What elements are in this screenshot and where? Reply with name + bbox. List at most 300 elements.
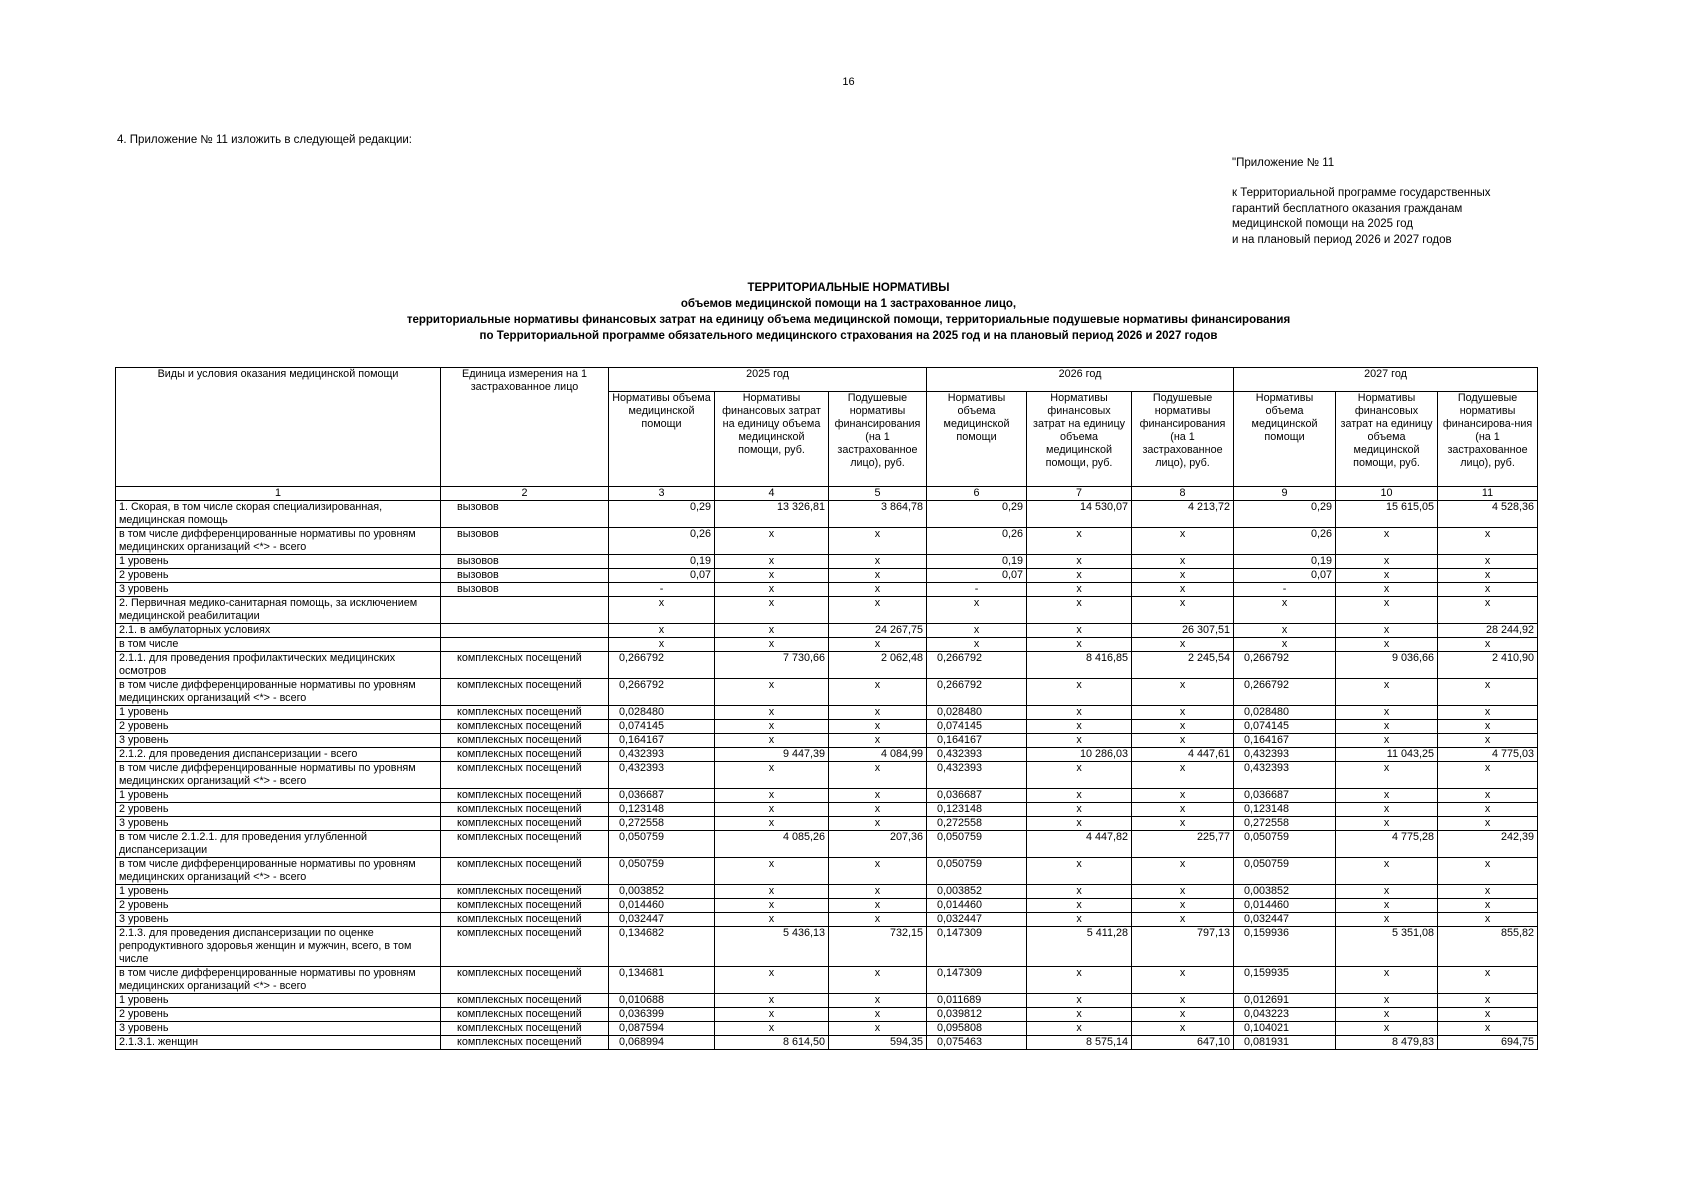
row-unit: комплексных посещений (441, 706, 609, 720)
table-cell: 0,266792 (609, 679, 715, 706)
table-cell: х (1132, 720, 1234, 734)
table-cell: 0,010688 (609, 994, 715, 1008)
table-cell: х (1438, 885, 1538, 899)
table-cell: 0,432393 (1234, 748, 1336, 762)
table-cell: х (1027, 1022, 1132, 1036)
row-unit: комплексных посещений (441, 885, 609, 899)
annex-line: гарантий бесплатного оказания гражданам (1232, 202, 1463, 215)
table-cell: х (1027, 569, 1132, 583)
table-cell: х (829, 913, 927, 927)
table-cell: х (715, 994, 829, 1008)
table-cell: 5 436,13 (715, 927, 829, 967)
row-label: в том числе (116, 638, 441, 652)
row-unit: вызовов (441, 569, 609, 583)
title-line: по Территориальной программе обязательного медицинского страхования на 2025 год и на плановый период 2026 и 2027 годов (479, 330, 1218, 342)
table-cell: х (715, 569, 829, 583)
table-cell: х (1027, 762, 1132, 789)
table-cell: 0,095808 (927, 1022, 1027, 1036)
annex-title: "Приложение № 11 (1232, 157, 1335, 169)
row-label: 2.1. в амбулаторных условиях (116, 624, 441, 638)
table-cell: х (1438, 899, 1538, 913)
table-cell: х (1336, 1022, 1438, 1036)
row-unit: комплексных посещений (441, 899, 609, 913)
table-cell: х (829, 762, 927, 789)
table-cell: 0,266792 (927, 679, 1027, 706)
table-cell: х (609, 638, 715, 652)
table-cell: 207,36 (829, 831, 927, 858)
table-cell: х (829, 1008, 927, 1022)
table-cell: х (1438, 569, 1538, 583)
table-cell: х (1438, 817, 1538, 831)
row-unit: комплексных посещений (441, 679, 609, 706)
table-cell: 13 326,81 (715, 501, 829, 528)
row-label: 2. Первичная медико-санитарная помощь, за исключением медицинской реабилитации (116, 597, 441, 624)
table-cell: х (1438, 528, 1538, 555)
table-cell: х (715, 885, 829, 899)
table-cell: х (1336, 1008, 1438, 1022)
table-cell: х (1132, 528, 1234, 555)
table-cell: 0,123148 (609, 803, 715, 817)
table-cell: 225,77 (1132, 831, 1234, 858)
table-cell: х (1132, 885, 1234, 899)
column-index: 10 (1336, 487, 1438, 501)
table-cell: х (715, 706, 829, 720)
header-unit: Единица измерения на 1 застрахованное лицо (441, 368, 609, 487)
table-cell: 0,123148 (927, 803, 1027, 817)
table-cell: х (715, 899, 829, 913)
table-cell: 0,014460 (1234, 899, 1336, 913)
table-cell: х (715, 734, 829, 748)
table-cell: х (1132, 913, 1234, 927)
table-cell: 0,036687 (1234, 789, 1336, 803)
table-cell: х (1027, 967, 1132, 994)
table-cell: 4 213,72 (1132, 501, 1234, 528)
table-cell: х (1438, 913, 1538, 927)
table-cell: х (1336, 569, 1438, 583)
table-cell: х (829, 734, 927, 748)
table-cell: 0,432393 (927, 748, 1027, 762)
table-cell: 0,032447 (609, 913, 715, 927)
column-index: 3 (609, 487, 715, 501)
row-label: в том числе дифференцированные нормативы по уровням медицинских организаций <*> - всего (116, 528, 441, 555)
table-cell: 0,087594 (609, 1022, 715, 1036)
row-unit: комплексных посещений (441, 762, 609, 789)
table-row (116, 706, 1538, 720)
column-index: 5 (829, 487, 927, 501)
table-cell: 0,164167 (609, 734, 715, 748)
row-label: 2.1.1. для проведения профилактических медицинских осмотров (116, 652, 441, 679)
header-kinds: Виды и условия оказания медицинской помощи (116, 368, 441, 487)
table-cell: х (1132, 762, 1234, 789)
table-cell: х (1027, 679, 1132, 706)
row-unit: вызовов (441, 528, 609, 555)
table-cell: 0,003852 (1234, 885, 1336, 899)
table-cell: х (1132, 638, 1234, 652)
table-cell: 0,432393 (609, 762, 715, 789)
row-unit: комплексных посещений (441, 720, 609, 734)
table-cell: 0,075463 (927, 1036, 1027, 1050)
table-row (116, 638, 1538, 652)
table-row (116, 1022, 1538, 1036)
table-cell: х (1336, 528, 1438, 555)
table-cell: 0,19 (609, 555, 715, 569)
table-cell: 0,432393 (927, 762, 1027, 789)
table-cell: 0,003852 (609, 885, 715, 899)
header-year-2026: 2026 год (927, 368, 1234, 392)
table-cell: х (1132, 994, 1234, 1008)
row-label: в том числе дифференцированные нормативы по уровням медицинских организаций <*> - всего (116, 967, 441, 994)
table-cell: х (829, 706, 927, 720)
table-cell: 0,036687 (609, 789, 715, 803)
table-cell: х (1132, 899, 1234, 913)
table-cell: 4 528,36 (1438, 501, 1538, 528)
row-unit: комплексных посещений (441, 994, 609, 1008)
table-cell: 0,014460 (927, 899, 1027, 913)
row-unit: комплексных посещений (441, 652, 609, 679)
table-cell: х (1132, 679, 1234, 706)
table-cell: х (829, 583, 927, 597)
table-cell: 0,164167 (1234, 734, 1336, 748)
table-cell: 8 479,83 (1336, 1036, 1438, 1050)
header-cost: Нормативы финансовых затрат на единицу объема медицинской помощи, руб. (1027, 392, 1132, 487)
column-index-row (116, 487, 1538, 501)
table-cell: - (927, 583, 1027, 597)
table-cell: 0,19 (927, 555, 1027, 569)
table-cell: 0,050759 (927, 858, 1027, 885)
intro-text: 4. Приложение № 11 изложить в следующей редакции: (117, 134, 412, 146)
row-unit: комплексных посещений (441, 831, 609, 858)
table-cell: х (829, 885, 927, 899)
table-cell: х (1027, 994, 1132, 1008)
table-cell: х (1336, 789, 1438, 803)
table-cell: х (1438, 638, 1538, 652)
table-cell: х (1438, 734, 1538, 748)
table-cell: х (715, 597, 829, 624)
annex-line: медицинской помощи на 2025 год (1232, 218, 1413, 230)
table-cell: х (1438, 720, 1538, 734)
table-cell: 694,75 (1438, 1036, 1538, 1050)
table-cell: х (1336, 720, 1438, 734)
table-cell: 8 416,85 (1027, 652, 1132, 679)
table-cell: - (609, 583, 715, 597)
table-cell: 0,011689 (927, 994, 1027, 1008)
table-cell: 0,036399 (609, 1008, 715, 1022)
table-cell: х (1438, 762, 1538, 789)
table-cell: х (829, 720, 927, 734)
table-cell: 0,074145 (1234, 720, 1336, 734)
table-row (116, 762, 1538, 789)
table-cell: х (1132, 583, 1234, 597)
table-cell: х (1132, 803, 1234, 817)
table-cell: 0,29 (927, 501, 1027, 528)
table-cell: х (829, 597, 927, 624)
column-index: 9 (1234, 487, 1336, 501)
table-cell: 0,074145 (609, 720, 715, 734)
table-row (116, 899, 1538, 913)
table-cell: 8 614,50 (715, 1036, 829, 1050)
table-cell: 0,266792 (1234, 652, 1336, 679)
table-cell: 0,050759 (927, 831, 1027, 858)
row-label: 3 уровень (116, 583, 441, 597)
table-cell: 0,147309 (927, 967, 1027, 994)
table-cell: х (609, 597, 715, 624)
table-cell: 0,07 (1234, 569, 1336, 583)
table-cell: 647,10 (1132, 1036, 1234, 1050)
table-cell: 0,266792 (1234, 679, 1336, 706)
row-label: 2 уровень (116, 720, 441, 734)
table-cell: х (829, 803, 927, 817)
row-unit: комплексных посещений (441, 1008, 609, 1022)
norms-table-body (116, 487, 1538, 1050)
table-cell: х (1234, 597, 1336, 624)
table-cell: 9 447,39 (715, 748, 829, 762)
row-label: 3 уровень (116, 817, 441, 831)
page-number: 16 (842, 76, 855, 88)
column-index: 4 (715, 487, 829, 501)
table-cell: х (715, 913, 829, 927)
table-cell: 26 307,51 (1132, 624, 1234, 638)
row-label: 3 уровень (116, 734, 441, 748)
table-cell: х (1027, 803, 1132, 817)
table-cell: х (1438, 555, 1538, 569)
table-cell: 0,432393 (1234, 762, 1336, 789)
table-cell: 2 410,90 (1438, 652, 1538, 679)
title-line: объемов медицинской помощи на 1 застрахованное лицо, (680, 298, 1017, 310)
table-cell: 0,272558 (1234, 817, 1336, 831)
row-label: 1 уровень (116, 789, 441, 803)
table-cell: х (1336, 555, 1438, 569)
table-cell: 0,19 (1234, 555, 1336, 569)
column-index: 1 (116, 487, 441, 501)
row-label: 1 уровень (116, 706, 441, 720)
table-cell: х (1027, 706, 1132, 720)
row-label: 1 уровень (116, 555, 441, 569)
row-unit (441, 624, 609, 638)
table-row (116, 831, 1538, 858)
table-cell: х (1438, 994, 1538, 1008)
table-cell: 0,104021 (1234, 1022, 1336, 1036)
row-label: 2 уровень (116, 803, 441, 817)
table-cell: х (927, 638, 1027, 652)
table-cell: 3 864,78 (829, 501, 927, 528)
table-cell: 15 615,05 (1336, 501, 1438, 528)
header-per-capita: Подушевые нормативы финансирова-ния (на 1 застрахованное лицо), руб. (1438, 392, 1538, 487)
table-row (116, 858, 1538, 885)
table-row (116, 624, 1538, 638)
table-cell: х (1438, 706, 1538, 720)
table-cell: 0,272558 (609, 817, 715, 831)
table-cell: 0,050759 (1234, 858, 1336, 885)
row-unit: вызовов (441, 501, 609, 528)
table-cell: 0,159935 (1234, 967, 1336, 994)
header-year-2027: 2027 год (1234, 368, 1538, 392)
table-row (116, 1036, 1538, 1050)
table-cell: 10 286,03 (1027, 748, 1132, 762)
table-cell: х (1336, 803, 1438, 817)
table-row (116, 597, 1538, 624)
table-cell: х (1336, 706, 1438, 720)
table-cell: х (829, 899, 927, 913)
table-cell: х (1027, 1008, 1132, 1022)
table-cell: х (1027, 597, 1132, 624)
table-cell: х (1336, 994, 1438, 1008)
table-cell: х (829, 817, 927, 831)
annex-line: к Территориальной программе государственных (1232, 187, 1491, 199)
table-cell: х (1027, 789, 1132, 803)
table-cell: х (1027, 624, 1132, 638)
table-cell: 28 244,92 (1438, 624, 1538, 638)
header-cost: Нормативы финансовых затрат на единицу объема медицинской помощи, руб. (1336, 392, 1438, 487)
table-cell: 0,26 (1234, 528, 1336, 555)
table-cell: 4 775,28 (1336, 831, 1438, 858)
table-cell: 0,164167 (927, 734, 1027, 748)
table-cell: 0,014460 (609, 899, 715, 913)
table-cell: 0,032447 (1234, 913, 1336, 927)
table-cell: 4 084,99 (829, 748, 927, 762)
header-volume: Нормативы объема медицинской помощи (609, 392, 715, 487)
row-unit: комплексных посещений (441, 913, 609, 927)
row-unit: комплексных посещений (441, 967, 609, 994)
table-cell: х (829, 638, 927, 652)
table-row (116, 885, 1538, 899)
table-row (116, 817, 1538, 831)
table-cell: х (829, 555, 927, 569)
row-unit (441, 638, 609, 652)
table-row (116, 528, 1538, 555)
table-cell: 0,134682 (609, 927, 715, 967)
table-row (116, 652, 1538, 679)
table-cell: х (829, 569, 927, 583)
table-cell: 5 351,08 (1336, 927, 1438, 967)
table-cell: 0,068994 (609, 1036, 715, 1050)
table-cell: 855,82 (1438, 927, 1538, 967)
row-label: 2 уровень (116, 569, 441, 583)
table-cell: 732,15 (829, 927, 927, 967)
table-cell: х (1336, 583, 1438, 597)
table-cell: х (1132, 967, 1234, 994)
column-index: 2 (441, 487, 609, 501)
table-cell: х (715, 555, 829, 569)
table-cell: х (829, 789, 927, 803)
table-row (116, 913, 1538, 927)
table-cell: х (1132, 734, 1234, 748)
table-cell: х (1132, 858, 1234, 885)
table-cell: х (1132, 597, 1234, 624)
table-cell: 0,123148 (1234, 803, 1336, 817)
table-cell: х (1336, 734, 1438, 748)
table-row (116, 967, 1538, 994)
table-row (116, 803, 1538, 817)
table-row (116, 734, 1538, 748)
header-volume: Нормативы объема медицинской помощи (927, 392, 1027, 487)
norms-table (115, 367, 1538, 1050)
table-cell: х (1132, 569, 1234, 583)
header-volume: Нормативы объема медицинской помощи (1234, 392, 1336, 487)
table-cell: 0,003852 (927, 885, 1027, 899)
header-per-capita: Подушевые нормативы финансирования (на 1 застрахованное лицо), руб. (1132, 392, 1234, 487)
table-cell: х (1438, 858, 1538, 885)
table-row (116, 1008, 1538, 1022)
table-cell: х (1027, 583, 1132, 597)
table-cell: х (715, 528, 829, 555)
table-row (116, 583, 1538, 597)
table-cell: х (1132, 817, 1234, 831)
table-cell: 7 730,66 (715, 652, 829, 679)
table-cell: х (1336, 913, 1438, 927)
header-cost: Нормативы финансовых затрат на единицу объема медицинской помощи, руб. (715, 392, 829, 487)
column-index: 6 (927, 487, 1027, 501)
table-cell: х (1438, 789, 1538, 803)
table-cell: 8 575,14 (1027, 1036, 1132, 1050)
table-cell: 0,29 (1234, 501, 1336, 528)
row-label: 2 уровень (116, 899, 441, 913)
table-cell: 2 245,54 (1132, 652, 1234, 679)
title-line: ТЕРРИТОРИАЛЬНЫЕ НОРМАТИВЫ (747, 282, 950, 294)
table-cell: 0,028480 (1234, 706, 1336, 720)
table-row (116, 720, 1538, 734)
table-cell: х (1438, 803, 1538, 817)
row-unit: комплексных посещений (441, 927, 609, 967)
table-cell: х (715, 1008, 829, 1022)
table-cell: х (715, 817, 829, 831)
table-row (116, 569, 1538, 583)
table-row (116, 994, 1538, 1008)
table-cell: х (1336, 597, 1438, 624)
table-cell: 0,036687 (927, 789, 1027, 803)
table-cell: 4 775,03 (1438, 748, 1538, 762)
table-cell: х (1438, 1022, 1538, 1036)
table-cell: х (1336, 899, 1438, 913)
table-cell: х (715, 967, 829, 994)
table-cell: х (1336, 638, 1438, 652)
table-row (116, 927, 1538, 967)
table-cell: х (1336, 885, 1438, 899)
table-cell: 5 411,28 (1027, 927, 1132, 967)
table-cell: 9 036,66 (1336, 652, 1438, 679)
table-cell: 0,050759 (1234, 831, 1336, 858)
table-cell: 0,159936 (1234, 927, 1336, 967)
table-cell: 0,043223 (1234, 1008, 1336, 1022)
table-cell: х (715, 762, 829, 789)
table-cell: 4 447,82 (1027, 831, 1132, 858)
table-cell: х (715, 789, 829, 803)
table-cell: х (1336, 858, 1438, 885)
table-cell: х (1027, 638, 1132, 652)
table-cell: х (1027, 817, 1132, 831)
row-unit (441, 597, 609, 624)
table-cell: х (1438, 597, 1538, 624)
table-row (116, 789, 1538, 803)
table-cell: х (1132, 555, 1234, 569)
table-cell: 0,26 (609, 528, 715, 555)
row-label: 3 уровень (116, 913, 441, 927)
table-cell: х (1234, 638, 1336, 652)
table-cell: 14 530,07 (1027, 501, 1132, 528)
table-cell: 0,266792 (927, 652, 1027, 679)
row-unit: комплексных посещений (441, 803, 609, 817)
table-cell: 0,07 (609, 569, 715, 583)
header-per-capita: Подушевые нормативы финансирования (на 1 застрахованное лицо), руб. (829, 392, 927, 487)
table-cell: х (829, 994, 927, 1008)
row-unit: вызовов (441, 555, 609, 569)
row-unit: комплексных посещений (441, 858, 609, 885)
table-cell: 797,13 (1132, 927, 1234, 967)
table-cell: х (1027, 734, 1132, 748)
table-cell: х (715, 803, 829, 817)
table-cell: х (829, 967, 927, 994)
table-cell: х (1027, 528, 1132, 555)
table-cell: х (715, 679, 829, 706)
